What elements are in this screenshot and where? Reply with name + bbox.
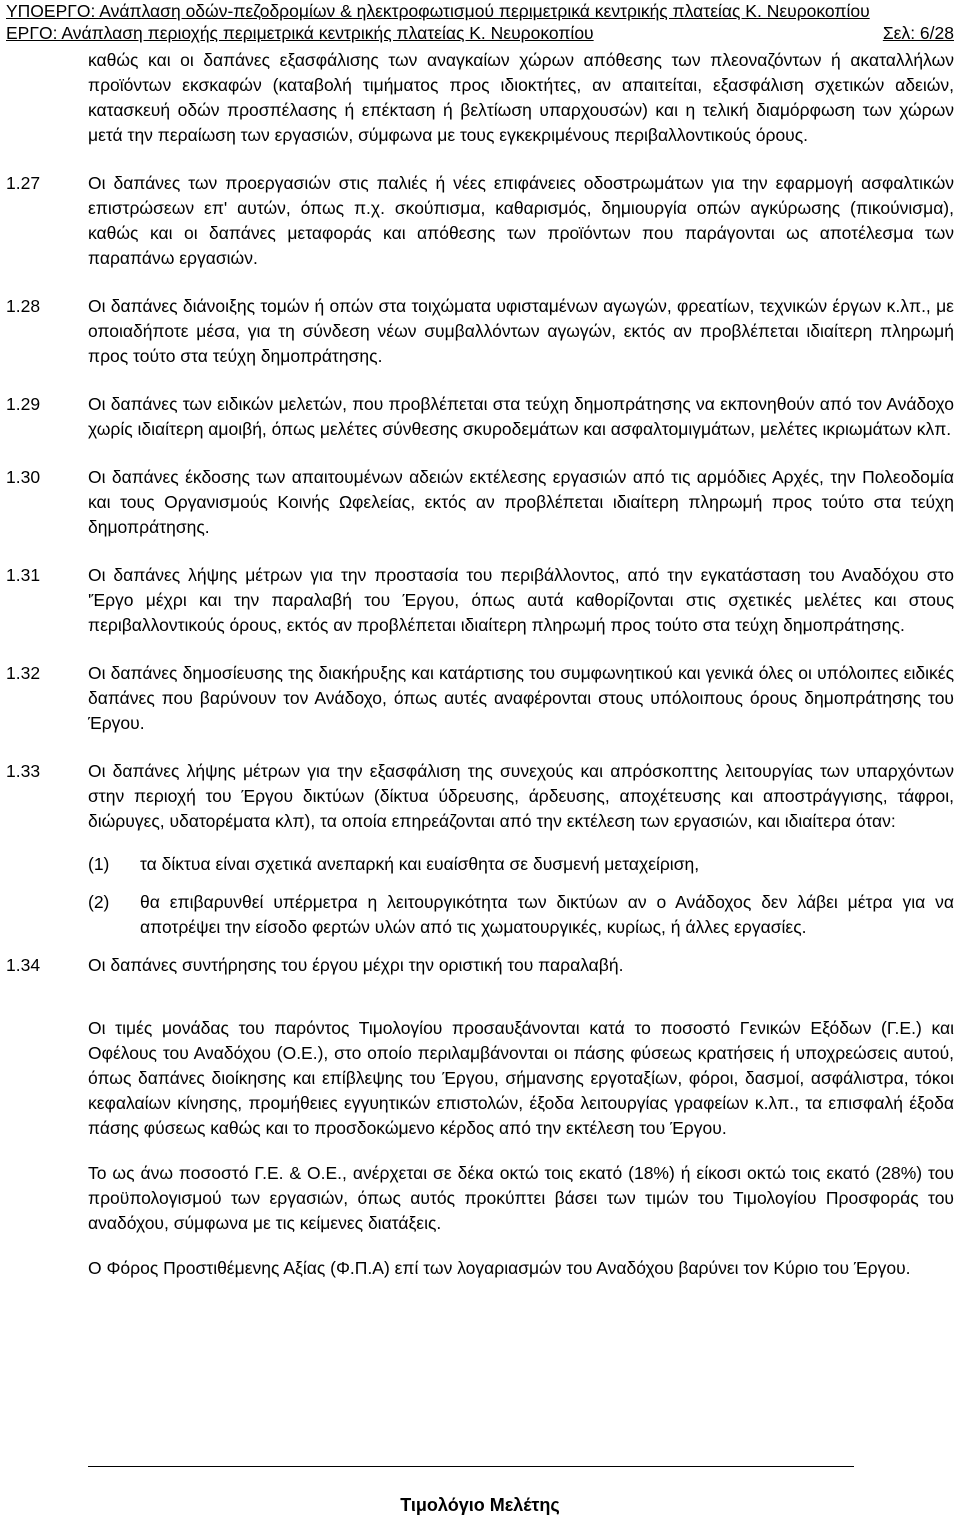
page-footer: Τιμολόγιο Μελέτης [400, 1495, 560, 1515]
vat-paragraph: Ο Φόρος Προστιθέμενης Αξίας (Φ.Π.Α) επί των λογαριασμών του Αναδόχου βαρύνει τον Κύριο του Έργου. [88, 1258, 911, 1278]
item-number: 1.32 [6, 663, 41, 683]
footer-divider [88, 1466, 854, 1467]
sub-item-text: τα δίκτυα είναι σχετικά ανεπαρκή και ευαίσθητα σε δυσμενή μεταχείριση, [140, 854, 700, 874]
sub-item-text: θα επιβαρυνθεί υπέρμετρα η λειτουργικότητα των δικτύων αν ο Ανάδοχος δεν λάβει μέτρα για να αποτρέψει την είσοδο φερτών υλών από τις χωματουργικές, κυρίως, ή άλλες εργασίες. [140, 892, 954, 937]
list-item [6, 465, 954, 540]
list-item [6, 294, 954, 369]
item-text: Οι δαπάνες συντήρησης του έργου μέχρι την οριστική του παραλαβή. [88, 955, 624, 975]
sub-list-item [88, 890, 954, 940]
item-text: Οι δαπάνες δημοσίευσης της διακήρυξης και κατάρτισης του συμφωνητικού και γενικά όλες οι υπόλοιπες ειδικές δαπάνες που βαρύνουν τον Ανάδοχο, όπως αυτές αναφέρονται στους υπόλοιπους όρους δημοπράτησης του Έργου. [88, 663, 954, 733]
intro-paragraph: καθώς και οι δαπάνες εξασφάλισης των αναγκαίων χώρων απόθεσης των πλεοναζόντων ή ακαταλλήλων προϊόντων εκσκαφών (καταβολή τιμήματος προς ιδιοκτήτες, αν απαιτείται, εξασφάλιση σχετικών αδειών, κατασκευή οδών προσπέλασης ή επέκταση ή βελτίωση υπαρχουσών) και η τελική διαμόρφωση των χώρων μετά την περαίωση των εργασιών, σύμφωνα με τους εγκεκριμένους περιβαλλοντικούς όρους. [88, 50, 954, 145]
sub-list-item [88, 852, 954, 877]
header-subproject-line [6, 0, 954, 22]
page-number: Σελ: 6/28 [882, 23, 954, 43]
list-item [6, 171, 954, 271]
header-project-title: ΕΡΓΟ: Ανάπλαση περιοχής περιμετρικά κεντρικής πλατείας Κ. Νευροκοπίου [6, 23, 594, 43]
item-text: Οι δαπάνες λήψης μέτρων για την προστασία του περιβάλλοντος, από την εγκατάσταση του Αναδόχου στο 'Έργο μέχρι και την παραλαβή του Έργου, όπως αυτά καθορίζονται στις σχετικές μελέτες και στους περιβαλλοντικούς όρους, εκτός αν προβλέπεται ιδιαίτερη πληρωμή προς τούτο στα τεύχη δημοπράτησης. [88, 565, 954, 635]
list-item [6, 563, 954, 638]
pricing-paragraph: Οι τιμές μονάδας του παρόντος Τιμολογίου προσαυξάνονται κατά το ποσοστό Γενικών Εξόδων (Γ.Ε.) και Οφέλους του Αναδόχου (Ο.Ε.), στο οποίο περιλαμβάνονται οι πάσης φύσεως κρατήσεις ή υποχρεώσεις αυτού, όπως δαπάνες διοίκησης και επίβλεψης του Έργου, σήμανσης εργοταξίων, φόροι, δασμοί, ασφάλιστρα, τόκοι κεφαλαίων κίνησης, προμήθειες εγγυητικών επιστολών, έξοδα λειτουργίας γραφείων κ.λπ., τα επισφαλή έξοδα πάσης φύσεως καθώς και το προσδοκώμενο κέρδος από την εκτέλεση του Έργου. [88, 1018, 954, 1138]
percentage-paragraph: Το ως άνω ποσοστό Γ.Ε. & Ο.Ε., ανέρχεται σε δέκα οκτώ τοις εκατό (18%) ή είκοσι οκτώ τοις εκατό (28%) του προϋπολογισμού των εργασιών, όπως αυτός προκύπτει βάσει των τιμών του Τιμολογίου Προσφοράς του αναδόχου, σύμφωνα με τις κείμενες διατάξεις. [88, 1163, 954, 1233]
item-number: 1.30 [6, 467, 41, 487]
item-text: Οι δαπάνες έκδοσης των απαιτουμένων αδειών εκτέλεσης εργασιών από τις αρμόδιες Αρχές, την Πολεοδομία και τους Οργανισμούς Κοινής Ωφελείας, εκτός αν προβλέπεται ιδιαίτερη πληρωμή προς τούτο στα τεύχη δημοπράτησης. [88, 467, 954, 537]
page-header [6, 0, 954, 44]
sub-item-number: (2) [88, 892, 110, 912]
list-item [6, 661, 954, 736]
item-text: Οι δαπάνες διάνοιξης τομών ή οπών στα τοιχώματα υφισταμένων αγωγών, φρεατίων, τεχνικών έργων κ.λπ., με οποιαδήποτε μέσα, για τη σύνδεση νέων συμβαλλόντων αγωγών, εκτός αν προβλέπεται ιδιαίτερη πληρωμή προς τούτο στα τεύχη δημοπράτησης. [88, 296, 954, 366]
item-text: Οι δαπάνες των προεργασιών στις παλιές ή νέες επιφάνειες οδοστρωμάτων για την εφαρμογή ασφαλτικών επιστρώσεων επ' αυτών, όπως π.χ. σκούπισμα, καθαρισμός, δημιουργία οπών αγκύρωσης (πικούνισμα), καθώς και οι δαπάνες μεταφοράς και απόθεσης των προϊόντων που παράγονται ως αποτέλεσμα των παραπάνω εργασιών. [88, 173, 954, 268]
document-body [0, 48, 960, 1281]
list-item [6, 392, 954, 442]
item-number: 1.33 [6, 761, 41, 781]
item-text: Οι δαπάνες των ειδικών μελετών, που προβλέπεται στα τεύχη δημοπράτησης να εκπονηθούν από τον Ανάδοχο χωρίς ιδιαίτερη αμοιβή, όπως μελέτες σύνθεσης σκυροδεμάτων και ασφαλτομιγμάτων, μελέτες ικριωμάτων κλπ. [88, 394, 954, 439]
item-number: 1.31 [6, 565, 41, 585]
list-item [6, 759, 954, 834]
item-number: 1.27 [6, 173, 41, 193]
item-number: 1.34 [6, 955, 41, 975]
list-item [6, 953, 954, 978]
header-subproject-title: ΥΠΟΕΡΓΟ: Ανάπλαση οδών-πεζοδρομίων & ηλεκτροφωτισμού περιμετρικά κεντρικής πλατείας Κ. Νευροκοπίου [6, 1, 870, 21]
item-number: 1.29 [6, 394, 41, 414]
sub-item-number: (1) [88, 854, 110, 874]
header-project-line [6, 22, 954, 44]
item-number: 1.28 [6, 296, 41, 316]
item-text: Οι δαπάνες λήψης μέτρων για την εξασφάλιση της συνεχούς και απρόσκοπτης λειτουργίας των υπαρχόντων στην περιοχή του Έργου δικτύων (δίκτυα ύδρευσης, άρδευσης, αποχέτευσης και αποστράγγισης, τάφροι, διώρυγες, υδατορέματα κλπ), τα οποία επηρεάζονται από την εκτέλεση των εργασιών, και ιδιαίτερα όταν: [88, 761, 954, 831]
